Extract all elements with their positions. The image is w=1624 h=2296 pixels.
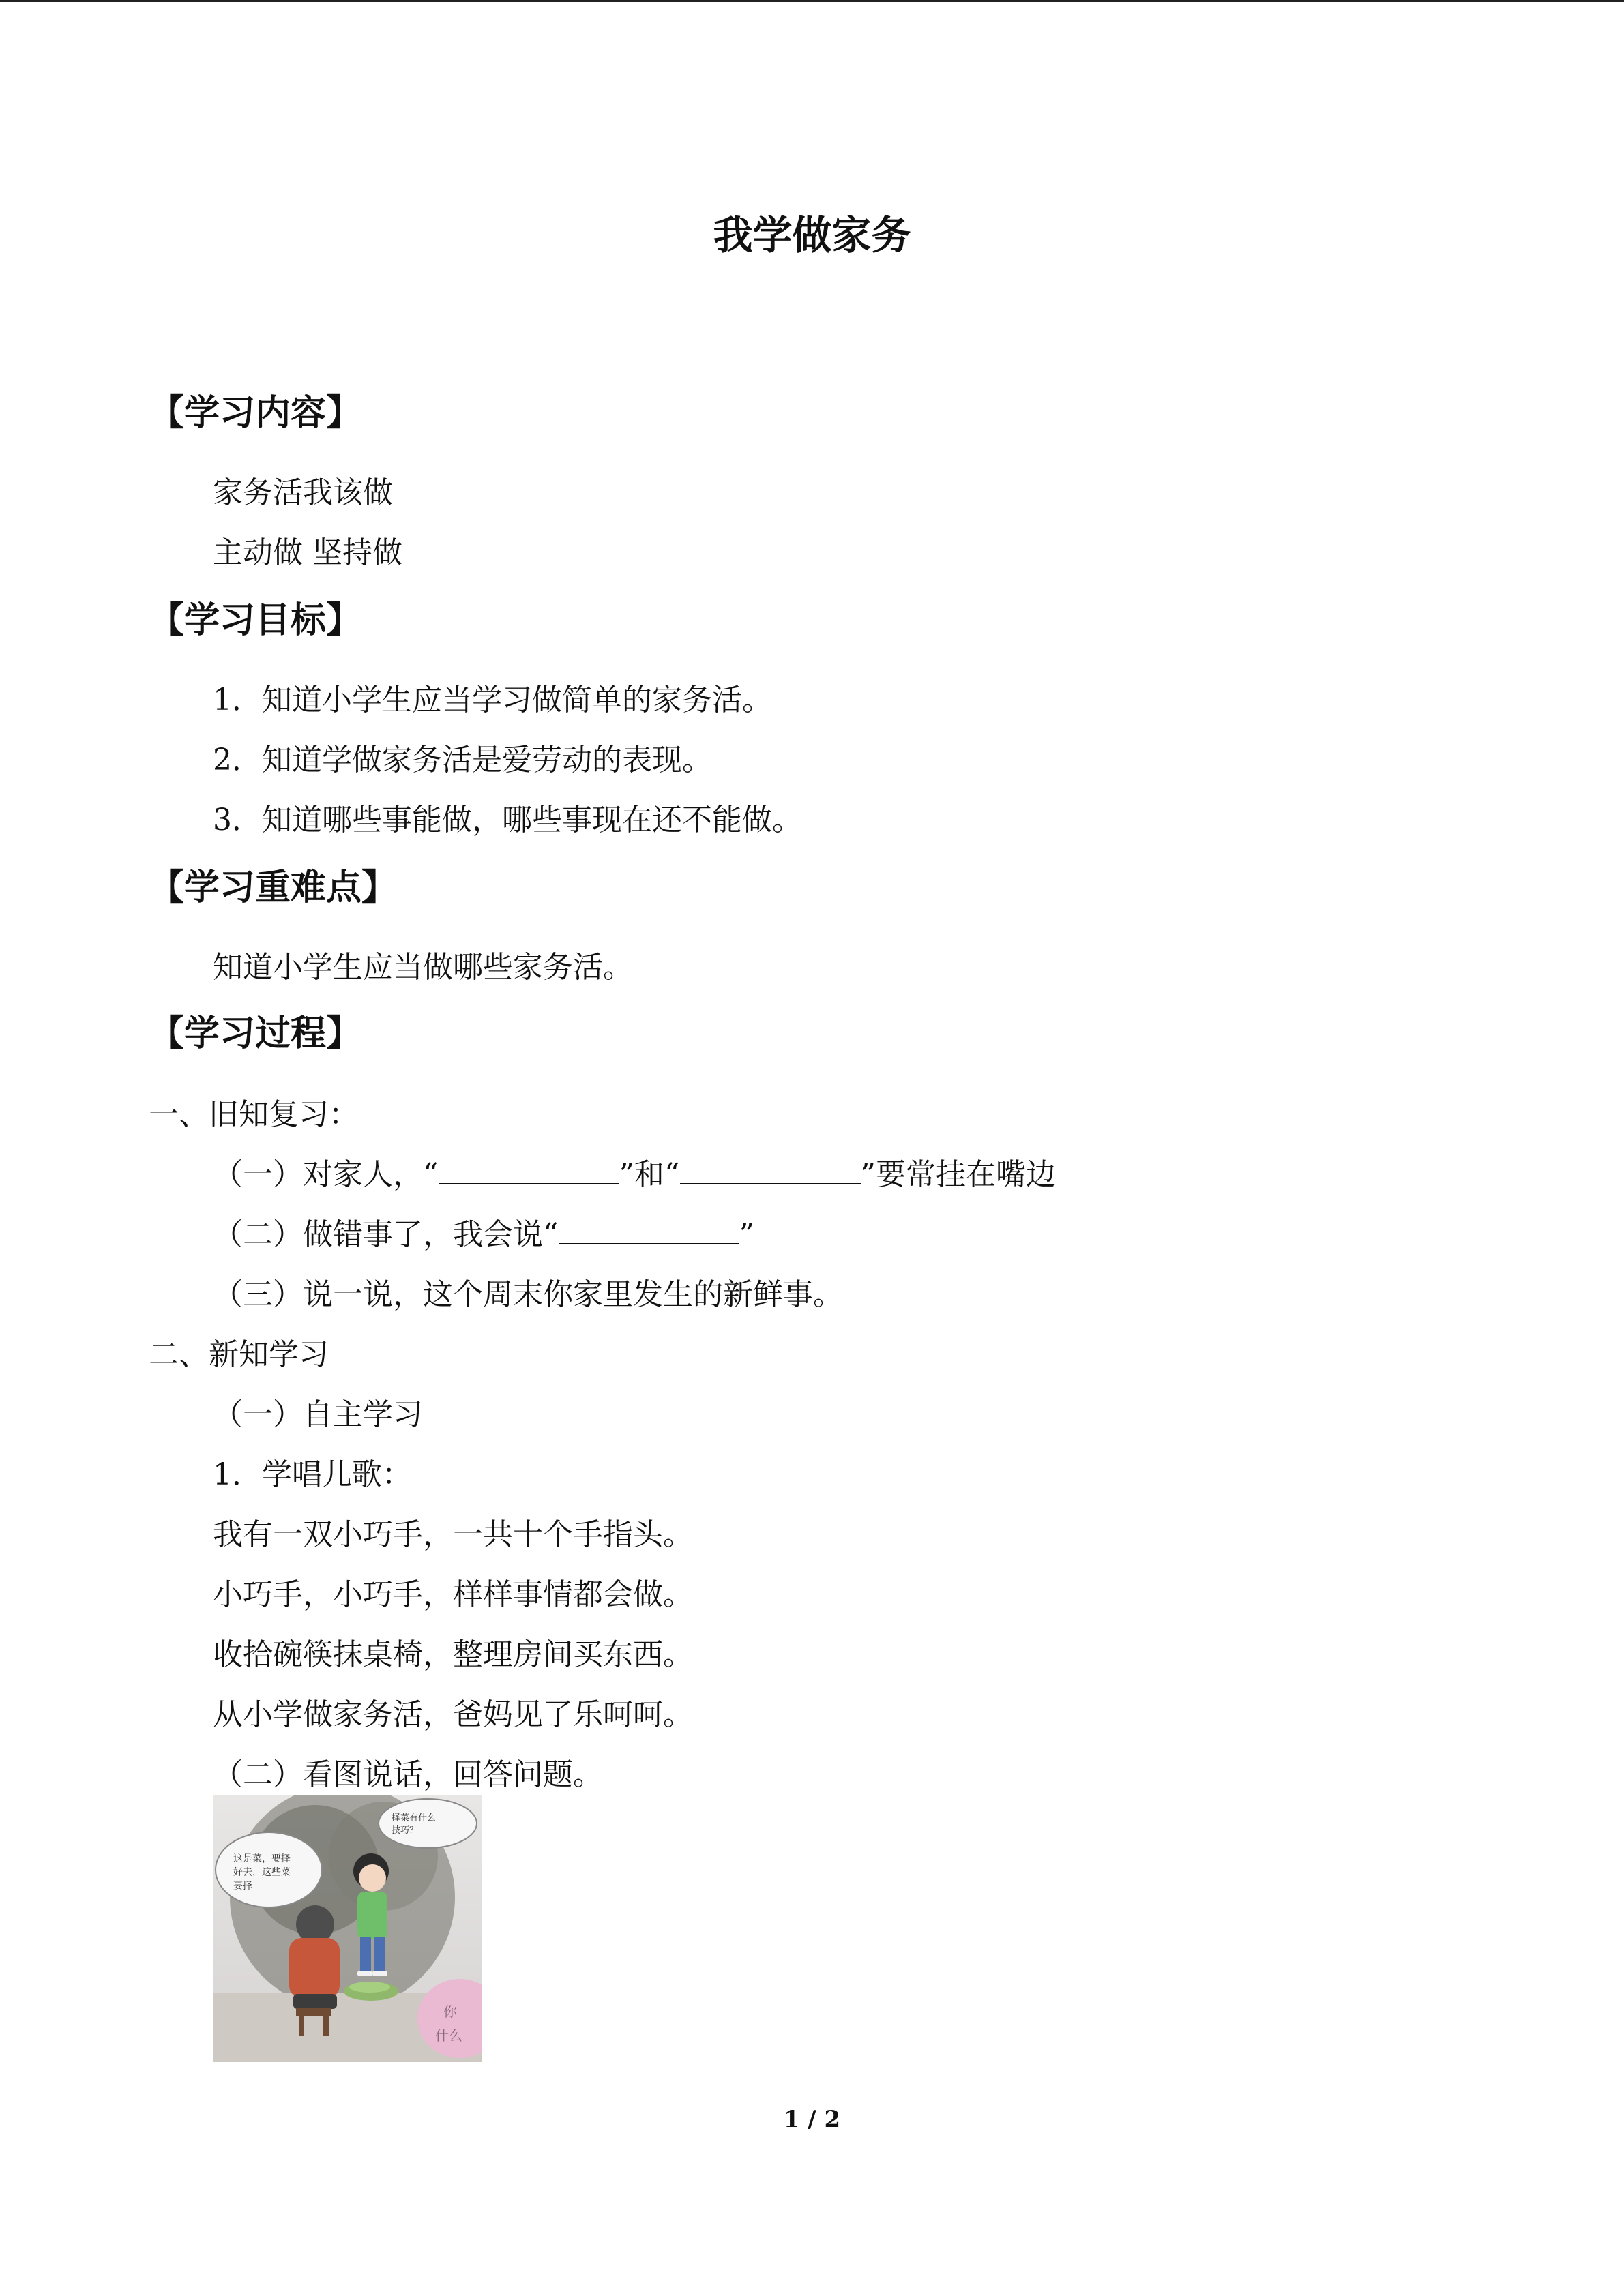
new-learning-title: 二、新知学习 [149, 1337, 329, 1372]
song-line-4: 从小学做家务活，爸妈见了乐呵呵。 [213, 1697, 693, 1732]
bubble-right-text-1: 择菜有什么 [392, 1813, 437, 1823]
section-heading-goals: 【学习目标】 [149, 600, 362, 641]
top-border-rule [0, 0, 1624, 2]
song-title: 1．学唱儿歌： [213, 1457, 412, 1492]
content-item-2: 主动做 坚持做 [213, 535, 402, 570]
illustration-drawing [213, 1795, 482, 2062]
review-question-1 [213, 1154, 1056, 1196]
review-q2-part-a: （二）做错事了，我会说“ [213, 1217, 559, 1252]
answer-blank-3 [559, 1216, 739, 1244]
review-q2-part-b: ” [739, 1217, 754, 1252]
textbook-illustration [213, 1795, 482, 2062]
document-title: 我学做家务 [713, 212, 911, 258]
child-face [359, 1864, 386, 1892]
review-q1-part-a: （一）对家人，“ [213, 1157, 439, 1192]
review-title: 一、旧知复习： [149, 1097, 359, 1132]
grandma-hair [296, 1905, 334, 1943]
song-line-1: 我有一双小巧手，一共十个手指头。 [213, 1517, 693, 1552]
key-point-text: 知道小学生应当做哪些家务活。 [213, 950, 633, 985]
section-heading-process: 【学习过程】 [149, 1013, 362, 1054]
section-heading-content: 【学习内容】 [149, 393, 362, 434]
child-shirt [357, 1892, 387, 1939]
answer-blank-2 [680, 1156, 861, 1184]
song-line-3: 收拾碗筷抹桌椅，整理房间买东西。 [213, 1637, 693, 1672]
review-q1-part-c: ”要常挂在嘴边 [860, 1157, 1056, 1192]
grandma-shirt [289, 1938, 340, 1998]
content-item-1: 家务活我该做 [213, 475, 393, 510]
picture-task: （二）看图说话，回答问题。 [213, 1757, 603, 1792]
review-question-2 [213, 1214, 754, 1256]
speech-bubble-right [379, 1799, 477, 1848]
review-q1-part-b: ”和“ [619, 1157, 680, 1192]
bubble-left-text-2: 好去，这些菜 [233, 1867, 291, 1878]
goal-item-1: 1．知道小学生应当学习做简单的家务活。 [213, 683, 772, 717]
section-heading-key-points: 【学习重难点】 [149, 867, 398, 908]
self-study-label: （一）自主学习 [213, 1397, 423, 1432]
corner-text-1: 你 [443, 2003, 457, 2020]
goal-item-3: 3．知道哪些事能做，哪些事现在还不能做。 [213, 803, 802, 837]
song-line-2: 小巧手，小巧手，样样事情都会做。 [213, 1577, 693, 1612]
bubble-left-text-3: 要择 [233, 1881, 252, 1892]
bubble-right-text-2: 技巧？ [392, 1825, 419, 1836]
review-question-3: （三）说一说，这个周末你家里发生的新鲜事。 [213, 1277, 843, 1312]
page-number: 1 / 2 [783, 2106, 841, 2133]
goal-item-2: 2．知道学做家务活是爱劳动的表现。 [213, 743, 712, 777]
answer-blank-1 [439, 1156, 619, 1184]
corner-text-2: 什么 [435, 2027, 462, 2044]
bubble-left-text-1: 这是菜，要择 [233, 1853, 291, 1864]
